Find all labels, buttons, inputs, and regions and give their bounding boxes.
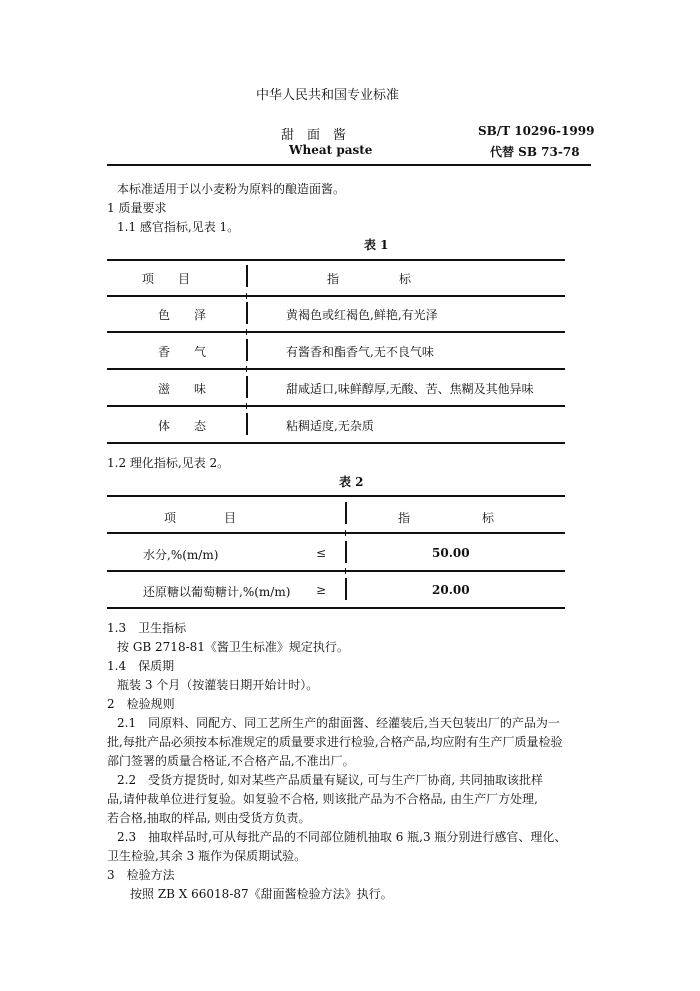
replaces-standard: 代替 SB 73-78	[490, 145, 580, 159]
table-2-row-value: 20.00	[432, 583, 470, 597]
table-1-row-item: 滋 味	[158, 382, 207, 396]
section-2-1-line: 部门签署的质量合格证,不合格产品,不准出厂。	[107, 754, 355, 768]
row-rule	[107, 331, 565, 333]
table-1-top-rule	[107, 259, 565, 261]
section-1-1: 1.1 感官指标,见表 1。	[117, 220, 240, 234]
rule-tick	[345, 568, 346, 574]
table-1-caption: 表 1	[364, 238, 389, 252]
table-1-row-item: 体 态	[158, 419, 207, 433]
row-rule	[107, 295, 565, 297]
table-2-row-operator: ≤	[316, 546, 327, 560]
table-1-row-value: 有酱香和酯香气,无不良气味	[286, 345, 434, 359]
section-1-3-heading: 1.3 卫生指标	[107, 621, 187, 635]
section-1-3-body: 按 GB 2718-81《酱卫生标准》规定执行。	[117, 640, 349, 654]
table-2-row-operator: ≥	[316, 583, 327, 597]
table-2-caption: 表 2	[339, 475, 364, 489]
table-2-row-item: 水分,%(m/m)	[143, 548, 219, 562]
table-1-header-value: 指 标	[327, 272, 412, 286]
table-2-row-item: 还原糖以葡萄糖计,%(m/m)	[143, 585, 291, 599]
rule-tick	[345, 530, 346, 536]
section-3-body: 按照 ZB X 66018-87《甜面酱检验方法》执行。	[130, 887, 393, 901]
section-1-4-body: 瓶装 3 个月（按灌装日期开始计时）。	[117, 678, 319, 692]
section-2-2-line: 若合格,抽取的样品, 则由受货方负责。	[107, 811, 311, 825]
column-divider	[246, 339, 248, 361]
table-2-header-value: 指 标	[398, 511, 495, 525]
table-1-row-value: 粘稠适度,无杂质	[286, 419, 374, 433]
row-rule	[107, 570, 565, 572]
rule-tick	[246, 366, 247, 372]
table-1-header-item: 项 目	[142, 272, 191, 286]
column-divider	[345, 502, 347, 524]
section-2-heading: 2 检验规则	[107, 697, 175, 711]
table-1-row-value: 黄褐色或红褐色,鲜艳,有光泽	[286, 308, 438, 322]
section-2-3-line: 卫生检验,其余 3 瓶作为保质期试验。	[107, 849, 307, 863]
section-2-1-line: 2.1 同原料、同配方、同工艺所生产的甜面酱、经灌装后,当天包装出厂的产品为一	[117, 716, 560, 730]
column-divider	[246, 265, 248, 287]
standard-title-en: Wheat paste	[289, 143, 373, 157]
section-2-2-line: 品,请仲裁单位进行复验。如复验不合格, 则该批产品为不合格品, 由生产厂方处理,	[107, 792, 538, 806]
table-2-row-value: 50.00	[432, 546, 470, 560]
column-divider	[345, 578, 347, 600]
table-2-top-rule	[107, 495, 565, 497]
standard-number: SB/T 10296-1999	[478, 124, 595, 138]
standard-title-cn: 甜 面 酱	[281, 128, 347, 143]
header-rule	[107, 164, 591, 166]
column-divider	[246, 376, 248, 398]
issuing-authority: 中华人民共和国专业标准	[256, 88, 400, 103]
section-2-3-line: 2.3 抽取样品时,可从每批产品的不同部位随机抽取 6 瓶,3 瓶分别进行感官、理化、	[117, 830, 567, 844]
rule-tick	[246, 329, 247, 335]
section-2-1-line: 批,每批产品必须按本标准规定的质量要求进行检验,合格产品,均应附有生产厂质量检验	[107, 735, 563, 749]
rule-tick	[246, 293, 247, 299]
section-1-2: 1.2 理化指标,见表 2。	[107, 456, 230, 470]
row-rule	[107, 532, 565, 534]
scope-text: 本标准适用于以小麦粉为原料的酿造面酱。	[117, 182, 346, 196]
table-1-row-item: 色 泽	[158, 308, 207, 322]
table-2-header-item: 项 目	[164, 511, 237, 525]
row-rule	[107, 368, 565, 370]
table-1-bottom-rule	[107, 442, 565, 444]
section-2-2-line: 2.2 受货方提货时, 如对某些产品质量有疑议, 可与生产厂协商, 共同抽取该批样	[117, 773, 543, 787]
column-divider	[246, 413, 248, 435]
column-divider	[246, 302, 248, 324]
column-divider	[345, 541, 347, 563]
table-1-row-value: 甜咸适口,味鲜醇厚,无酸、苦、焦糊及其他异味	[286, 382, 534, 396]
table-2-bottom-rule	[107, 607, 565, 609]
row-rule	[107, 405, 565, 407]
table-1-row-item: 香 气	[158, 345, 207, 359]
section-1-4-heading: 1.4 保质期	[107, 659, 175, 673]
section-3-heading: 3 检验方法	[107, 868, 175, 882]
rule-tick	[246, 403, 247, 409]
section-1-heading: 1 质量要求	[107, 201, 167, 215]
